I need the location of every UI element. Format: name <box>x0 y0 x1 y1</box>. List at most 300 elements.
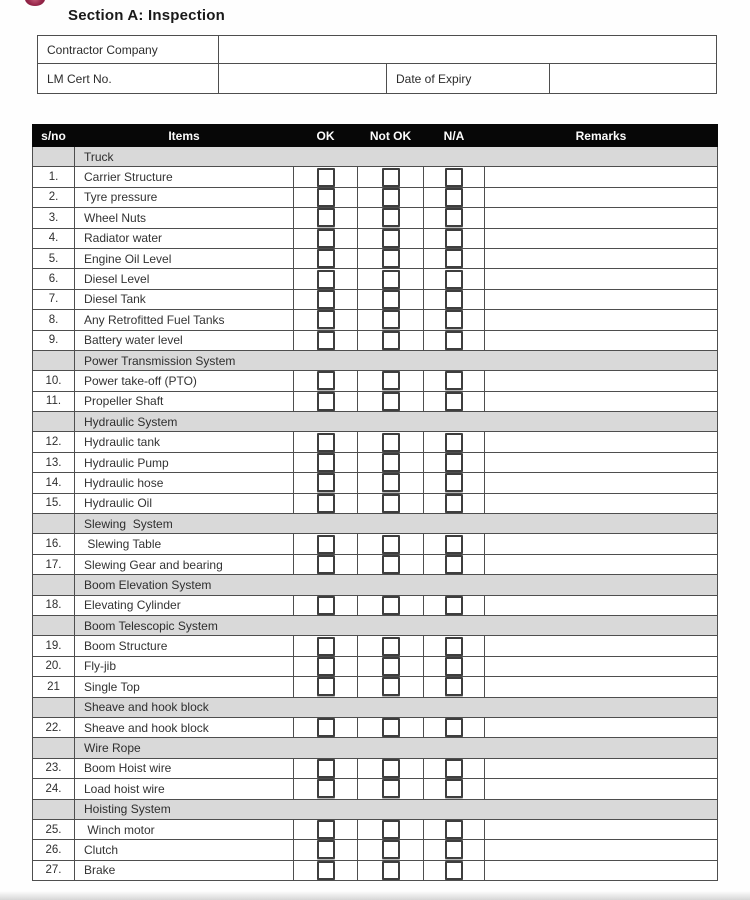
na-checkbox[interactable] <box>445 820 463 839</box>
section-row <box>33 514 718 534</box>
not-ok-cell <box>358 534 424 554</box>
not-ok-cell <box>358 636 424 656</box>
na-checkbox[interactable] <box>445 453 463 472</box>
table-row <box>33 208 718 228</box>
ok-cell <box>294 595 358 615</box>
na-cell <box>424 228 485 248</box>
section-sno-cell <box>33 615 75 635</box>
ok-checkbox[interactable] <box>317 596 335 615</box>
table-row <box>33 330 718 350</box>
na-checkbox[interactable] <box>445 535 463 554</box>
ok-checkbox[interactable] <box>317 371 335 390</box>
not-ok-checkbox[interactable] <box>382 494 400 513</box>
row-number: 7. <box>33 289 75 309</box>
item-label: Hydraulic Pump <box>75 452 294 472</box>
na-checkbox[interactable] <box>445 840 463 859</box>
na-cell <box>424 330 485 350</box>
not-ok-cell <box>358 167 424 187</box>
contractor-row <box>38 36 717 64</box>
section-row <box>33 350 718 370</box>
ok-checkbox[interactable] <box>317 331 335 350</box>
checklist-body <box>33 147 718 881</box>
not-ok-checkbox[interactable] <box>382 290 400 309</box>
ok-checkbox[interactable] <box>317 759 335 778</box>
row-number: 4. <box>33 228 75 248</box>
contractor-company-value[interactable] <box>219 36 717 64</box>
na-cell <box>424 758 485 778</box>
remarks-cell[interactable] <box>485 717 718 737</box>
remarks-cell[interactable] <box>485 860 718 880</box>
table-row <box>33 758 718 778</box>
section-label: Hydraulic System <box>75 412 718 432</box>
row-number: 20. <box>33 656 75 676</box>
row-number: 8. <box>33 310 75 330</box>
item-label: Brake <box>75 860 294 880</box>
row-number: 17. <box>33 554 75 574</box>
item-label: Diesel Tank <box>75 289 294 309</box>
row-number: 2. <box>33 187 75 207</box>
not-ok-cell <box>358 371 424 391</box>
item-label: Single Top <box>75 677 294 697</box>
ok-cell <box>294 289 358 309</box>
table-row <box>33 473 718 493</box>
remarks-cell[interactable] <box>485 432 718 452</box>
info-table <box>37 35 717 94</box>
not-ok-checkbox[interactable] <box>382 861 400 880</box>
not-ok-cell <box>358 310 424 330</box>
page-title: Section A: Inspection <box>68 7 225 24</box>
not-ok-cell <box>358 493 424 513</box>
ok-cell <box>294 208 358 228</box>
section-label: Hoisting System <box>75 799 718 819</box>
ok-checkbox[interactable] <box>317 657 335 676</box>
table-row <box>33 167 718 187</box>
table-row <box>33 860 718 880</box>
ok-cell <box>294 819 358 839</box>
not-ok-checkbox[interactable] <box>382 270 400 289</box>
na-checkbox[interactable] <box>445 270 463 289</box>
not-ok-cell <box>358 248 424 268</box>
ok-checkbox[interactable] <box>317 494 335 513</box>
ok-checkbox[interactable] <box>317 188 335 207</box>
row-number: 24. <box>33 779 75 799</box>
table-row <box>33 636 718 656</box>
item-label: Boom Structure <box>75 636 294 656</box>
section-sno-cell <box>33 514 75 534</box>
ok-cell <box>294 758 358 778</box>
not-ok-checkbox[interactable] <box>382 229 400 248</box>
not-ok-cell <box>358 717 424 737</box>
not-ok-checkbox[interactable] <box>382 820 400 839</box>
table-row <box>33 840 718 860</box>
section-label: Sheave and hook block <box>75 697 718 717</box>
section-sno-cell <box>33 738 75 758</box>
remarks-cell[interactable] <box>485 473 718 493</box>
section-label: Wire Rope <box>75 738 718 758</box>
ok-checkbox[interactable] <box>317 555 335 574</box>
not-ok-cell <box>358 330 424 350</box>
ok-cell <box>294 391 358 411</box>
ok-cell <box>294 187 358 207</box>
item-label: Fly-jib <box>75 656 294 676</box>
na-cell <box>424 677 485 697</box>
not-ok-checkbox[interactable] <box>382 371 400 390</box>
not-ok-cell <box>358 554 424 574</box>
not-ok-checkbox[interactable] <box>382 331 400 350</box>
row-number: 11. <box>33 391 75 411</box>
not-ok-checkbox[interactable] <box>382 535 400 554</box>
table-row <box>33 656 718 676</box>
item-label: Radiator water <box>75 228 294 248</box>
ok-checkbox[interactable] <box>317 718 335 737</box>
not-ok-cell <box>358 432 424 452</box>
not-ok-checkbox[interactable] <box>382 677 400 696</box>
table-row <box>33 391 718 411</box>
ok-cell <box>294 228 358 248</box>
ok-checkbox[interactable] <box>317 168 335 187</box>
ok-checkbox[interactable] <box>317 310 335 329</box>
ok-checkbox[interactable] <box>317 392 335 411</box>
not-ok-cell <box>358 595 424 615</box>
col-header-remarks: Remarks <box>485 125 718 147</box>
na-cell <box>424 391 485 411</box>
remarks-cell[interactable] <box>485 289 718 309</box>
row-number: 14. <box>33 473 75 493</box>
not-ok-checkbox[interactable] <box>382 759 400 778</box>
table-row <box>33 554 718 574</box>
item-label: Elevating Cylinder <box>75 595 294 615</box>
not-ok-cell <box>358 391 424 411</box>
section-sno-cell <box>33 350 75 370</box>
ok-cell <box>294 269 358 289</box>
not-ok-checkbox[interactable] <box>382 310 400 329</box>
na-checkbox[interactable] <box>445 677 463 696</box>
remarks-cell[interactable] <box>485 187 718 207</box>
row-number: 9. <box>33 330 75 350</box>
table-row <box>33 432 718 452</box>
section-row <box>33 147 718 167</box>
item-label: Wheel Nuts <box>75 208 294 228</box>
na-cell <box>424 452 485 472</box>
ok-checkbox[interactable] <box>317 535 335 554</box>
section-label: Boom Telescopic System <box>75 615 718 635</box>
ok-cell <box>294 860 358 880</box>
na-checkbox[interactable] <box>445 861 463 880</box>
na-checkbox[interactable] <box>445 494 463 513</box>
na-cell <box>424 554 485 574</box>
ok-cell <box>294 636 358 656</box>
ok-cell <box>294 779 358 799</box>
not-ok-cell <box>358 840 424 860</box>
na-cell <box>424 310 485 330</box>
remarks-cell[interactable] <box>485 452 718 472</box>
na-checkbox[interactable] <box>445 433 463 452</box>
remarks-cell[interactable] <box>485 167 718 187</box>
not-ok-cell <box>358 860 424 880</box>
not-ok-checkbox[interactable] <box>382 473 400 492</box>
section-sno-cell <box>33 575 75 595</box>
item-label: Slewing Gear and bearing <box>75 554 294 574</box>
remarks-cell[interactable] <box>485 779 718 799</box>
item-label: Any Retrofitted Fuel Tanks <box>75 310 294 330</box>
ok-checkbox[interactable] <box>317 229 335 248</box>
na-checkbox[interactable] <box>445 168 463 187</box>
item-label: Battery water level <box>75 330 294 350</box>
table-row <box>33 493 718 513</box>
col-header-na: N/A <box>424 125 485 147</box>
remarks-cell[interactable] <box>485 391 718 411</box>
section-row <box>33 738 718 758</box>
na-cell <box>424 269 485 289</box>
section-label: Truck <box>75 147 718 167</box>
ok-checkbox[interactable] <box>317 270 335 289</box>
na-checkbox[interactable] <box>445 371 463 390</box>
row-number: 3. <box>33 208 75 228</box>
remarks-cell[interactable] <box>485 208 718 228</box>
not-ok-checkbox[interactable] <box>382 249 400 268</box>
not-ok-cell <box>358 779 424 799</box>
row-number: 13. <box>33 452 75 472</box>
na-cell <box>424 473 485 493</box>
table-row <box>33 371 718 391</box>
not-ok-cell <box>358 452 424 472</box>
ok-checkbox[interactable] <box>317 453 335 472</box>
na-cell <box>424 289 485 309</box>
ok-cell <box>294 534 358 554</box>
table-row <box>33 819 718 839</box>
section-sno-cell <box>33 697 75 717</box>
remarks-cell[interactable] <box>485 840 718 860</box>
ok-checkbox[interactable] <box>317 433 335 452</box>
red-marker-icon <box>25 0 45 6</box>
table-row <box>33 534 718 554</box>
not-ok-checkbox[interactable] <box>382 555 400 574</box>
table-row <box>33 187 718 207</box>
ok-checkbox[interactable] <box>317 637 335 656</box>
na-checkbox[interactable] <box>445 637 463 656</box>
col-header-ok: OK <box>294 125 358 147</box>
cert-expiry-row <box>38 64 717 94</box>
na-checkbox[interactable] <box>445 208 463 227</box>
remarks-cell[interactable] <box>485 656 718 676</box>
remarks-cell[interactable] <box>485 248 718 268</box>
row-number: 12. <box>33 432 75 452</box>
na-cell <box>424 819 485 839</box>
not-ok-cell <box>358 228 424 248</box>
lm-cert-no-value[interactable] <box>219 64 387 94</box>
na-cell <box>424 371 485 391</box>
na-cell <box>424 779 485 799</box>
ok-checkbox[interactable] <box>317 677 335 696</box>
na-checkbox[interactable] <box>445 229 463 248</box>
row-number: 10. <box>33 371 75 391</box>
row-number: 18. <box>33 595 75 615</box>
ok-cell <box>294 432 358 452</box>
item-label: Engine Oil Level <box>75 248 294 268</box>
section-row <box>33 697 718 717</box>
not-ok-cell <box>358 269 424 289</box>
row-number: 5. <box>33 248 75 268</box>
not-ok-cell <box>358 819 424 839</box>
remarks-cell[interactable] <box>485 758 718 778</box>
ok-checkbox[interactable] <box>317 290 335 309</box>
ok-cell <box>294 371 358 391</box>
remarks-cell[interactable] <box>485 330 718 350</box>
col-header-not-ok: Not OK <box>358 125 424 147</box>
item-label: Boom Hoist wire <box>75 758 294 778</box>
na-cell <box>424 656 485 676</box>
item-label: Winch motor <box>75 819 294 839</box>
remarks-cell[interactable] <box>485 819 718 839</box>
ok-cell <box>294 452 358 472</box>
row-number: 15. <box>33 493 75 513</box>
remarks-cell[interactable] <box>485 269 718 289</box>
section-label: Slewing System <box>75 514 718 534</box>
not-ok-cell <box>358 208 424 228</box>
remarks-cell[interactable] <box>485 534 718 554</box>
checklist-header-row <box>33 125 718 147</box>
row-number: 16. <box>33 534 75 554</box>
na-checkbox[interactable] <box>445 596 463 615</box>
row-number: 21 <box>33 677 75 697</box>
ok-checkbox[interactable] <box>317 249 335 268</box>
not-ok-cell <box>358 656 424 676</box>
remarks-cell[interactable] <box>485 677 718 697</box>
item-label: Hydraulic hose <box>75 473 294 493</box>
row-number: 26. <box>33 840 75 860</box>
table-row <box>33 452 718 472</box>
row-number: 19. <box>33 636 75 656</box>
ok-checkbox[interactable] <box>317 840 335 859</box>
not-ok-checkbox[interactable] <box>382 779 400 798</box>
na-checkbox[interactable] <box>445 188 463 207</box>
ok-cell <box>294 677 358 697</box>
na-checkbox[interactable] <box>445 473 463 492</box>
contractor-company-label: Contractor Company <box>38 36 219 64</box>
ok-checkbox[interactable] <box>317 820 335 839</box>
na-cell <box>424 534 485 554</box>
not-ok-checkbox[interactable] <box>382 188 400 207</box>
ok-checkbox[interactable] <box>317 861 335 880</box>
not-ok-checkbox[interactable] <box>382 168 400 187</box>
na-checkbox[interactable] <box>445 249 463 268</box>
ok-cell <box>294 493 358 513</box>
remarks-cell[interactable] <box>485 636 718 656</box>
na-cell <box>424 717 485 737</box>
ok-checkbox[interactable] <box>317 473 335 492</box>
na-checkbox[interactable] <box>445 310 463 329</box>
remarks-cell[interactable] <box>485 310 718 330</box>
not-ok-checkbox[interactable] <box>382 718 400 737</box>
na-checkbox[interactable] <box>445 392 463 411</box>
section-row <box>33 575 718 595</box>
na-checkbox[interactable] <box>445 555 463 574</box>
not-ok-checkbox[interactable] <box>382 596 400 615</box>
row-number: 22. <box>33 717 75 737</box>
table-row <box>33 595 718 615</box>
item-label: Propeller Shaft <box>75 391 294 411</box>
row-number: 1. <box>33 167 75 187</box>
section-row <box>33 412 718 432</box>
ok-cell <box>294 330 358 350</box>
na-cell <box>424 432 485 452</box>
row-number: 23. <box>33 758 75 778</box>
not-ok-checkbox[interactable] <box>382 657 400 676</box>
not-ok-cell <box>358 187 424 207</box>
remarks-cell[interactable] <box>485 493 718 513</box>
na-checkbox[interactable] <box>445 718 463 737</box>
not-ok-cell <box>358 677 424 697</box>
row-number: 6. <box>33 269 75 289</box>
section-sno-cell <box>33 412 75 432</box>
na-checkbox[interactable] <box>445 759 463 778</box>
ok-cell <box>294 656 358 676</box>
ok-cell <box>294 248 358 268</box>
item-label: Tyre pressure <box>75 187 294 207</box>
section-label: Boom Elevation System <box>75 575 718 595</box>
section-sno-cell <box>33 799 75 819</box>
lm-cert-no-label: LM Cert No. <box>38 64 219 94</box>
na-cell <box>424 636 485 656</box>
table-row <box>33 289 718 309</box>
table-row <box>33 269 718 289</box>
na-checkbox[interactable] <box>445 657 463 676</box>
col-header-items: Items <box>75 125 294 147</box>
row-number: 25. <box>33 819 75 839</box>
item-label: Slewing Table <box>75 534 294 554</box>
na-cell <box>424 493 485 513</box>
ok-cell <box>294 717 358 737</box>
remarks-cell[interactable] <box>485 554 718 574</box>
scan-artifact <box>0 891 750 900</box>
na-checkbox[interactable] <box>445 290 463 309</box>
not-ok-cell <box>358 758 424 778</box>
not-ok-checkbox[interactable] <box>382 453 400 472</box>
item-label: Power take-off (PTO) <box>75 371 294 391</box>
table-row <box>33 228 718 248</box>
section-row <box>33 799 718 819</box>
inspection-checklist-table <box>32 124 718 881</box>
not-ok-checkbox[interactable] <box>382 433 400 452</box>
item-label: Clutch <box>75 840 294 860</box>
na-checkbox[interactable] <box>445 779 463 798</box>
not-ok-cell <box>358 289 424 309</box>
ok-cell <box>294 167 358 187</box>
remarks-cell[interactable] <box>485 371 718 391</box>
date-of-expiry-label: Date of Expiry <box>387 64 550 94</box>
na-cell <box>424 187 485 207</box>
not-ok-checkbox[interactable] <box>382 208 400 227</box>
section-row <box>33 615 718 635</box>
not-ok-checkbox[interactable] <box>382 392 400 411</box>
table-row <box>33 677 718 697</box>
ok-cell <box>294 840 358 860</box>
ok-checkbox[interactable] <box>317 208 335 227</box>
item-label: Load hoist wire <box>75 779 294 799</box>
not-ok-checkbox[interactable] <box>382 840 400 859</box>
na-cell <box>424 208 485 228</box>
remarks-cell[interactable] <box>485 595 718 615</box>
not-ok-checkbox[interactable] <box>382 637 400 656</box>
remarks-cell[interactable] <box>485 228 718 248</box>
ok-checkbox[interactable] <box>317 779 335 798</box>
na-cell <box>424 840 485 860</box>
na-checkbox[interactable] <box>445 331 463 350</box>
date-of-expiry-value[interactable] <box>550 64 717 94</box>
na-cell <box>424 860 485 880</box>
na-cell <box>424 595 485 615</box>
table-row <box>33 779 718 799</box>
